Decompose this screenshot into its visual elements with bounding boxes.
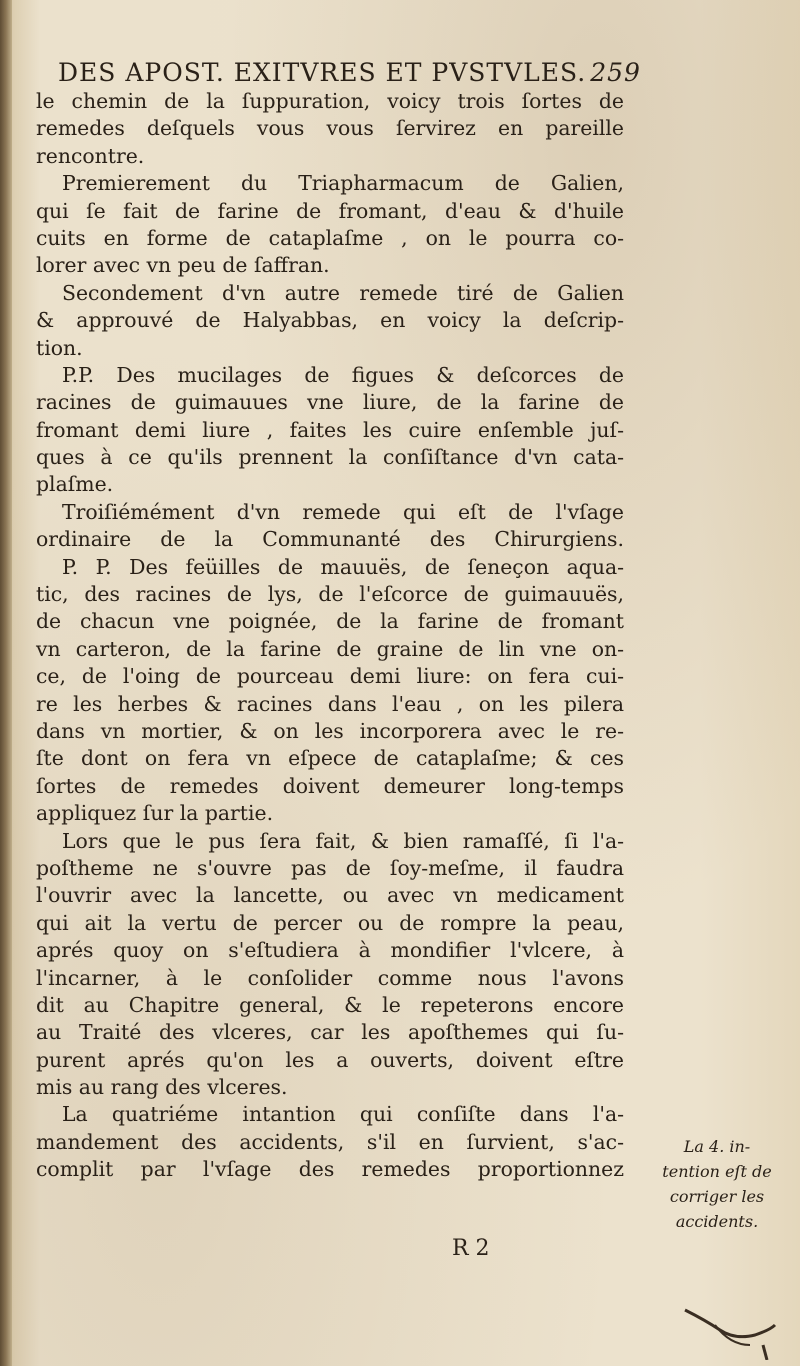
text-line: au Traité des vlceres, car les apoſthemes qui ſu- bbox=[36, 1020, 624, 1045]
page-number: 259 bbox=[590, 58, 641, 87]
margin-note-line: corriger les bbox=[669, 1187, 765, 1206]
text-line: P. P. Des feüilles de mauuës, de ſeneçon aqua- bbox=[62, 554, 624, 579]
text-line: Premierement du Triapharmacum de Galien, bbox=[62, 171, 624, 196]
text-line: ques à ce qu'ils prennent la conſiſtance d'vn cata- bbox=[36, 445, 624, 470]
text-line: ſte dont on fera vn eſpece de cataplaſme; & ces bbox=[36, 746, 624, 771]
header-title: DES APOST. EXITVRES ET PVSTVLES. bbox=[58, 58, 587, 87]
text-line: plaſme. bbox=[36, 472, 114, 497]
text-line: mandement des accidents, s'il en ſurvient, s'ac- bbox=[36, 1129, 624, 1154]
text-line: lorer avec vn peu de ſaffran. bbox=[36, 253, 330, 278]
text-line: Troiſiémément d'vn remede qui eſt de l'vſage bbox=[62, 499, 624, 524]
text-line: La quatriéme intantion qui conſiſte dans l'a- bbox=[62, 1102, 624, 1127]
text-line: vn carteron, de la farine de graine de lin vne on- bbox=[36, 636, 624, 661]
text-line: racines de guimauues vne liure, de la farine de bbox=[36, 390, 624, 415]
text-line: l'incarner, à le conſolider comme nous l'avons bbox=[36, 965, 624, 990]
text-line: fromant demi liure , faites les cuire enſemble juſ- bbox=[36, 417, 624, 442]
text-line: P.P. Des mucilages de figues & deſcorces de bbox=[62, 362, 624, 387]
text-line: qui ait la vertu de percer ou de rompre la peau, bbox=[36, 910, 624, 935]
text-line: mis au rang des vlceres. bbox=[36, 1075, 288, 1100]
text-line: Secondement d'vn autre remede tiré de Galien bbox=[62, 280, 624, 305]
text-line: purent aprés qu'on les a ouverts, doivent eſtre bbox=[36, 1047, 624, 1072]
text-line: ordinaire de la Communanté des Chirurgiens. bbox=[36, 527, 624, 552]
body-text bbox=[36, 88, 624, 1184]
text-line: re les herbes & racines dans l'eau , on les pilera bbox=[36, 691, 624, 716]
running-header bbox=[58, 58, 641, 87]
binding-gutter bbox=[0, 0, 12, 1366]
text-line: le chemin de la ſuppuration, voicy trois ſortes de bbox=[36, 89, 624, 113]
text-line: aprés quoy on s'eſtudiera à mondifier l'vlcere, à bbox=[36, 938, 624, 963]
text-line: tion. bbox=[36, 335, 83, 360]
text-line: l'ouvrir avec la lancette, ou avec vn medicament bbox=[36, 883, 624, 908]
margin-note-line: La 4. in- bbox=[683, 1137, 751, 1156]
text-line: ſortes de remedes doivent demeurer long-temps bbox=[36, 773, 624, 798]
text-line: rencontre. bbox=[36, 143, 145, 168]
margin-note-line: accidents. bbox=[675, 1212, 759, 1231]
text-line: complit par l'vſage des remedes proportionnez bbox=[36, 1157, 624, 1182]
margin-note-line: tention eſt de bbox=[662, 1162, 772, 1181]
text-line: appliquez ſur la partie. bbox=[36, 801, 274, 826]
text-line: Lors que le pus ſera fait, & bien ramaſſé, ſi l'a- bbox=[62, 828, 624, 853]
text-line: remedes deſquels vous vous ſervirez en pareille bbox=[36, 116, 624, 141]
margin-note bbox=[642, 1134, 792, 1234]
text-line: & approuvé de Halyabbas, en voicy la deſcrip- bbox=[36, 308, 624, 333]
text-line: tic, des racines de lys, de l'eſcorce de guimauuës, bbox=[36, 582, 624, 607]
text-line: ce, de l'oing de pourceau demi liure: on fera cui- bbox=[36, 664, 624, 689]
text-line: qui ſe fait de farine de fromant, d'eau & d'huile bbox=[36, 198, 624, 223]
text-line: poſtheme ne s'ouvre pas de ſoy-meſme, il faudra bbox=[36, 855, 624, 880]
signature-mark: R 2 bbox=[452, 1236, 490, 1261]
text-line: de chacun vne poignée, de la farine de fromant bbox=[36, 609, 624, 634]
ink-flourish-ornament bbox=[675, 1290, 785, 1360]
text-line: dit au Chapitre general, & le repeterons encore bbox=[36, 992, 624, 1017]
text-line: cuits en forme de cataplaſme , on le pourra co- bbox=[36, 225, 624, 250]
text-line: dans vn mortier, & on les incorporera avec le re- bbox=[36, 718, 624, 743]
